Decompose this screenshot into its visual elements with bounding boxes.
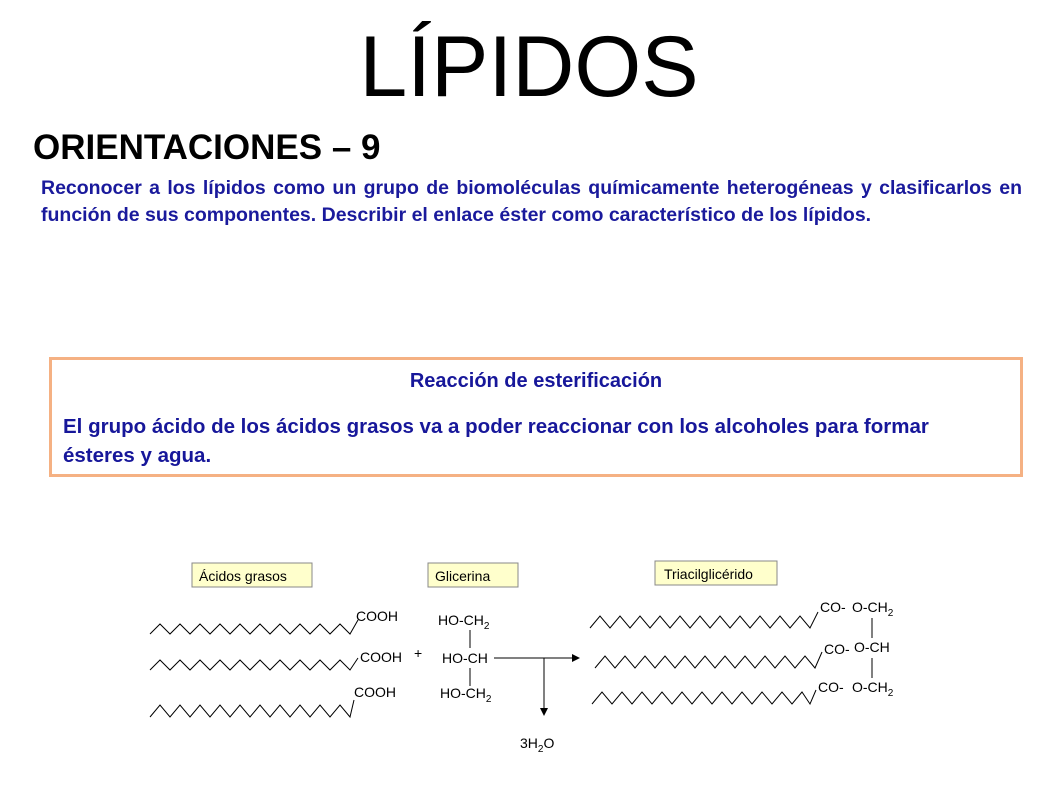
fatty-acids-label: Ácidos grasos (199, 568, 287, 584)
glycerin-group-2: HO-CH (442, 650, 488, 666)
fatty-acid-chain-1 (150, 620, 358, 634)
ester-group-1: $O-CH_2$ (852, 599, 894, 619)
glycerin-label: Glicerina (435, 568, 491, 584)
fatty-acid-chain-3 (150, 700, 354, 717)
cooh-label-2: COOH (360, 649, 402, 665)
co-label-2: CO- (824, 641, 850, 657)
glycerin-group-1: $HO-CH_2$ (438, 612, 490, 632)
cooh-label-3: COOH (354, 684, 396, 700)
page-title: LÍPIDOS (359, 19, 699, 115)
box-text-bold: ésteres (63, 444, 135, 467)
water-label: $3H_2O$ (520, 735, 555, 755)
co-label-1: CO- (820, 599, 846, 615)
box-title: Reacción de esterificación (409, 370, 663, 392)
ester-group-3: $O-CH_2$ (852, 679, 894, 699)
glycerin-group-3: $HO-CH_2$ (440, 685, 492, 705)
ester-group-2: O-CH (854, 639, 890, 655)
co-label-3: CO- (818, 679, 844, 695)
intro-paragraph: Reconocer a los lípidos como un grupo de biomoléculas químicamente heterogéneas y clasificarlos en función de sus componentes. Describir el enlace éster como característico de los lípidos. (41, 177, 1022, 226)
tag-chain-1 (590, 612, 818, 628)
plus-sign: + (414, 645, 423, 661)
cooh-label-1: COOH (356, 608, 398, 624)
reaction-arrow-head (572, 654, 580, 662)
fatty-acid-chain-2 (150, 658, 358, 670)
orientations-heading: ORIENTACIONES – 9 (33, 128, 381, 167)
box-text-after: y agua. (134, 444, 212, 467)
tag-chain-3 (592, 690, 816, 704)
water-arrow-head (540, 708, 548, 716)
triacylglyceride-label: Triacilglicérido (664, 566, 753, 582)
tag-chain-2 (595, 652, 822, 668)
box-text-before: El grupo ácido de los ácidos grasos va a poder reaccionar con los alcoholes para formar (63, 415, 929, 438)
